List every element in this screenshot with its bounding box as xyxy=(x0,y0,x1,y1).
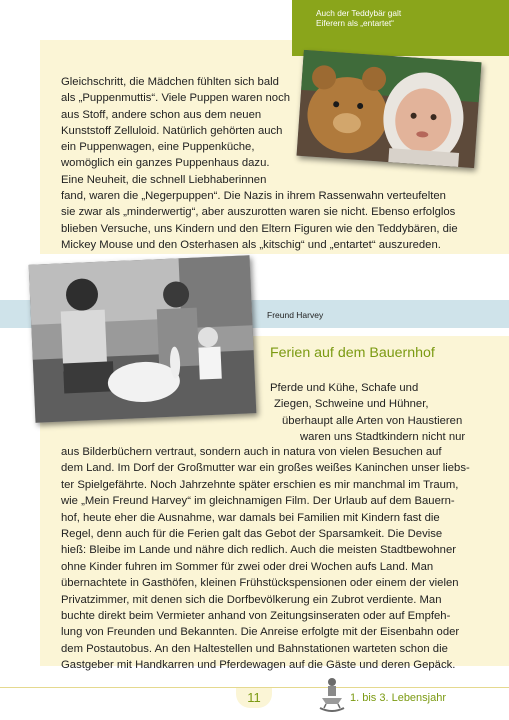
top-line-5: ein Puppenwagen, eine Puppenküche, xyxy=(61,141,255,154)
body-b-line-7: hieß: Bleibe im Lande und nähre dich redlich. Auch die meisten Stadtbewohner xyxy=(61,544,457,557)
body-b-line-4: wie „Mein Freund Harvey“ im gleichnamigen Film. Der Urlaub auf dem Bauern- xyxy=(61,495,455,508)
body-b-line-2: dem Land. Im Dorf der Großmutter war ein großes weißes Kaninchen unser liebs- xyxy=(61,462,470,475)
top-line-9: sie zwar als „minderwertig“, aber auszurotten waren sie nicht. Ebenso erfolglos xyxy=(61,206,456,219)
body-b-line-14: Gastgeber mit Handkarren und Pferdewagen auf die Gäste und deren Gepäck. xyxy=(61,659,456,672)
body-a-line-4: waren uns Stadtkindern nicht nur xyxy=(300,431,466,444)
rocking-horse-child-icon xyxy=(318,676,346,712)
body-a-line-1: Pferde und Kühe, Schafe und xyxy=(270,382,419,394)
body-paragraph-intro xyxy=(270,380,475,446)
chapter-label: 1. bis 3. Lebensjahr xyxy=(350,692,447,704)
top-line-2: als „Puppenmuttis“. Viele Puppen waren noch xyxy=(61,92,291,105)
teddy-caption xyxy=(292,0,509,56)
page-number: 11 xyxy=(236,688,272,708)
body-b-line-5: hof, heute eher die Ausnahme, war damals bei Familien mit Kindern fast die xyxy=(61,511,440,524)
body-b-line-8: ohne Kinder fuhren im Sommer für zwei oder drei Wochen aufs Land. Man xyxy=(61,560,434,573)
top-line-4: Kunststoff Zelluloid. Natürlich gehörten auch xyxy=(61,124,283,137)
top-line-11: Mickey Mouse und den Osterhasen als „kitschig“ und „entartet“ auszureden. xyxy=(61,238,441,251)
body-a-line-2: Ziegen, Schweine und Hühner, xyxy=(274,398,429,411)
teddy-caption-line-2: Eiferern als „entartet“ xyxy=(316,18,394,28)
family-rabbit-photo xyxy=(29,255,257,422)
body-a-line-3: überhaupt alle Arten von Haustieren xyxy=(282,414,463,427)
top-line-6: womöglich ein ganzes Puppenhaus dazu. xyxy=(61,157,270,170)
body-b-line-13: dem Postautobus. An den Haltestellen und Bahnstationen warteten schon die xyxy=(61,642,448,655)
body-paragraph xyxy=(61,444,481,674)
top-line-8: fand, waren die „Negerpuppen“. Die Nazis in ihrem Rassenwahn verteufelten xyxy=(61,190,446,203)
body-b-line-3: ter Spielgefährte. Noch Jahrzehnte später erschien es mir manchmal im Traum, xyxy=(61,478,459,491)
body-b-line-9: übernachtete in Gasthöfen, kleinen Frühstückspensionen oder einem der vielen xyxy=(61,577,459,590)
body-b-line-1: aus Bilderbüchern vertraut, sondern auch in natura von vielen Besuchen auf xyxy=(61,446,442,458)
harvey-caption: Freund Harvey xyxy=(267,310,324,320)
top-line-1: Gleichschritt, die Mädchen fühlten sich bald xyxy=(61,76,279,88)
top-paragraph xyxy=(61,74,481,253)
body-b-line-6: Regel, denn auch für die Ferien galt das Gebot der Sparsamkeit. Die Devise xyxy=(61,528,443,541)
top-line-7: Eine Neuheit, die schnell Liebhaberinnen xyxy=(61,173,267,186)
section-title: Ferien auf dem Bauernhof xyxy=(270,345,435,361)
body-b-line-12: lung von Freunden und Bekannten. Die Anreise erfolgte mit der Eisenbahn oder xyxy=(61,626,460,639)
body-b-line-11: buchte direkt beim Vermieter anhand von Zeitungsinseraten oder auf Empfeh- xyxy=(61,610,451,623)
body-b-line-10: Privatzimmer, mit denen sich die Dorfbevölkerung ein Zubrot verdiente. Man xyxy=(61,593,442,606)
top-line-10: blieben Versuche, uns Kindern und den Eltern Figuren wie den Teddybären, die xyxy=(61,222,458,235)
top-line-3: aus Stoff, andere schon aus dem neuen xyxy=(61,108,262,121)
teddy-caption-line-1: Auch der Teddybär galt xyxy=(316,8,402,18)
